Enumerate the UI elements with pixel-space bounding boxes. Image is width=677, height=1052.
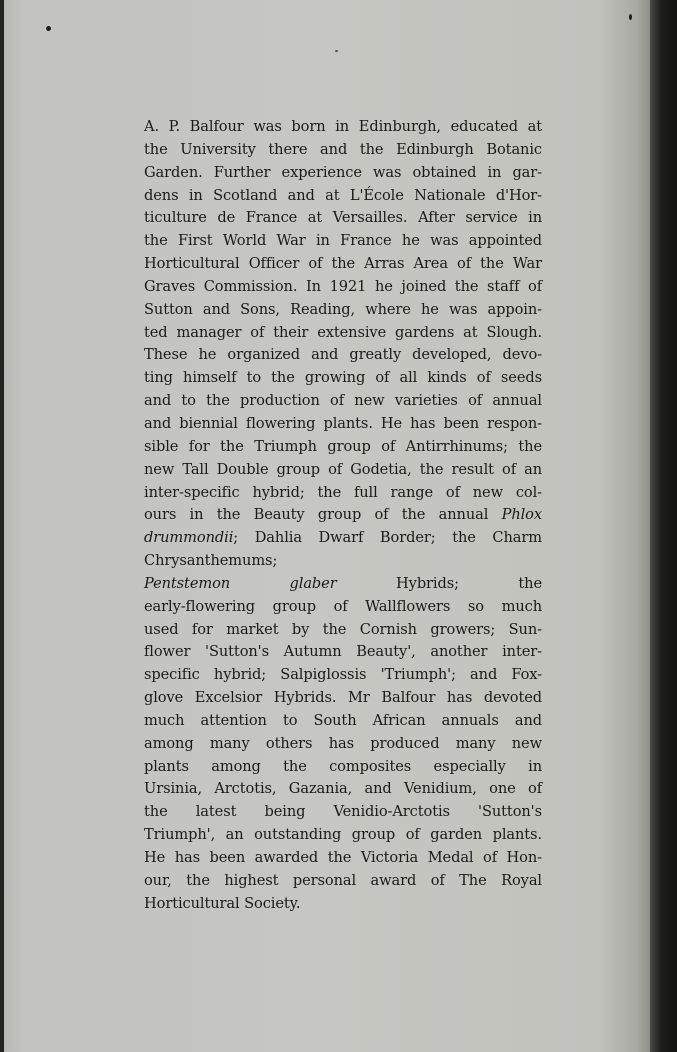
bio-line: specific hybrid; Salpiglossis 'Triumph'; and Fox- [144,666,542,684]
bio-line: plants among the composites especially in [144,757,542,775]
bio-line: used for market by the Cornish growers; Sun- [144,620,542,638]
bio-italic-text: drummondii [144,529,234,547]
bio-line: new Tall Double group of Godetia, the result of an [144,460,542,478]
bio-line: the latest being Venidio-Arctotis 'Sutton's [144,803,542,821]
bio-line: glove Excelsior Hybrids. Mr Balfour has devoted [144,689,542,707]
bio-line: ted manager of their extensive gardens at Slough. [144,323,542,341]
bio-line-mixed [144,527,542,550]
bio-line: sible for the Triumph group of Antirrhinums; the [144,437,542,455]
bio-line: Horticultural Officer of the Arras Area of the War [144,255,542,273]
bio-line: Chrysanthemums; [144,552,278,570]
bio-italic-text: Phlox [501,506,542,524]
bio-line: among many others has produced many new [144,734,542,752]
bio-line: A. P. Balfour was born in Edinburgh, educated at [144,118,542,135]
bio-line: and to the production of new varieties of annual [144,392,542,410]
cover-paper [4,0,650,1052]
bio-line: Sutton and Sons, Reading, where he was appoin- [144,300,542,318]
ink-speck [46,26,51,31]
bio-line: Horticultural Society. [144,894,301,912]
bio-line: Ursinia, Arctotis, Gazania, and Venidium, one of [144,780,542,798]
bio-italic-text: Pentstemon glaber [144,574,337,592]
bio-line-mixed [144,504,542,527]
bio-line: ting himself to the growing of all kinds of seeds [144,369,542,387]
bio-text: Hybrids; the [396,574,542,592]
bio-line: the University there and the Edinburgh Botanic [144,140,542,158]
bio-line: Garden. Further experience was obtained in gar- [144,163,542,181]
ink-speck [629,14,632,20]
bio-line: Graves Commission. In 1921 he joined the staff of [144,277,542,295]
bio-line: our, the highest personal award of The Royal [144,871,542,889]
bio-line: dens in Scotland and at L'École Nationale d'Hor- [144,186,542,204]
bio-line: flower 'Sutton's Autumn Beauty', another inter- [144,643,542,661]
bio-line: much attention to South African annuals and [144,711,542,729]
bio-line: the First World War in France he was appointed [144,232,542,250]
bio-line: and biennial flowering plants. He has been respon- [144,414,542,432]
author-biography [144,116,542,916]
bio-line: He has been awarded the Victoria Medal of Hon- [144,849,542,866]
bio-line: inter-specific hybrid; the full range of new col- [144,483,542,501]
bio-line: These he organized and greatly developed, devo- [144,346,542,364]
bio-text: ours in the Beauty group of the annual [144,506,489,524]
bio-line: Triumph', an outstanding group of garden plants. [144,826,542,844]
bio-line: ticulture de France at Versailles. After service in [144,209,542,227]
ink-speck [335,50,338,52]
bio-text: ; Dahlia Dwarf Border; the Charm [233,529,542,547]
book-spine-edge [650,0,677,1052]
bio-line: early-flowering group of Wallflowers so much [144,597,542,615]
bio-line-mixed [144,573,542,596]
